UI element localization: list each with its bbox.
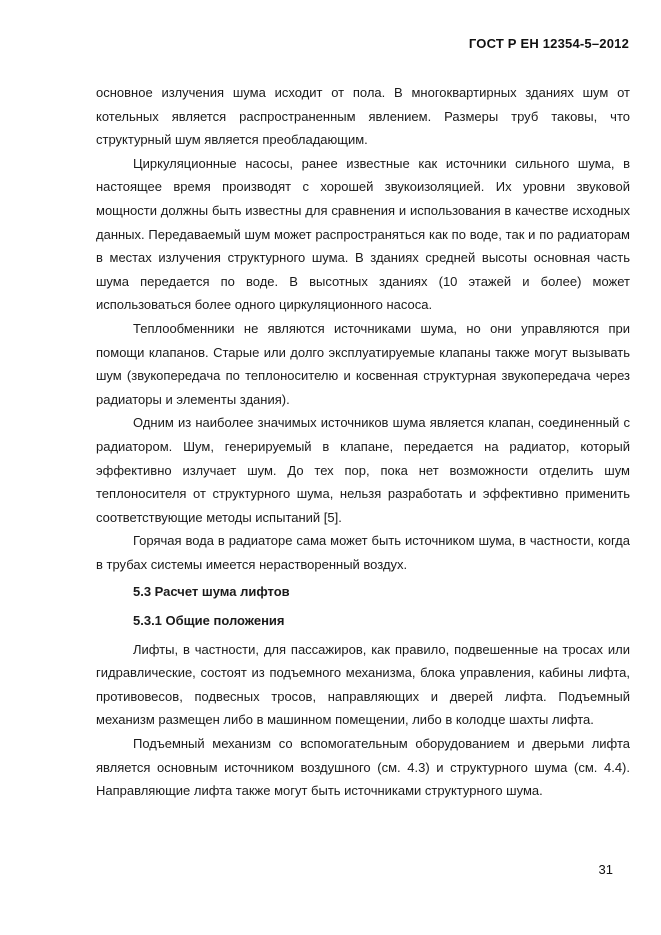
paragraph-lift-mechanism-noise: Подъемный механизм со вспомогательным оборудованием и дверьми лифта является основным источником воздушного (см. 4.3) и структурного шума (см. 4.4). Направляющие лифта также могут быть источниками структурного шума. xyxy=(96,736,630,799)
body-text xyxy=(96,81,630,803)
paragraph-lifts-composition: Лифты, в частности, для пассажиров, как правило, подвешенные на тросах или гидравлические, состоят из подъемного механизма, блока управления, кабины лифта, противовесов, подвесных тросов, направляющих и дверей лифта. Подъемный механизм размещен либо в машинном помещении, либо в колодце шахты лифта. xyxy=(96,641,630,728)
paragraph-boiler-noise: основное излучения шума исходит от пола. В многоквартирных зданиях шум от котельных является распространенным явлением. Размеры труб таковы, что структурный шум является преобладающим. xyxy=(96,85,630,148)
paragraph-radiator-valve: Одним из наиболее значимых источников шума является клапан, соединенный с радиатором. Шум, генерируемый в клапане, передается на радиатор, который эффективно излучает шум. До тех пор, пока нет возможности отделить шум теплоносителя от структурного шума, нельзя разработать и эффективно применить соответствующие методы испытаний [5]. xyxy=(96,415,630,525)
paragraph-heat-exchangers: Теплообменники не являются источниками шума, но они управляются при помощи клапанов. Старые или долго эксплуатируемые клапаны также могут вызывать шум (звукопередача по теплоносителю и косвенная структурная звукопередача через радиаторы и элементы здания). xyxy=(96,320,630,407)
section-heading-5-3: 5.3 Расчет шума лифтов xyxy=(133,584,290,600)
paragraph-circulation-pumps: Циркуляционные насосы, ранее известные как источники сильного шума, в настоящее время производят с хорошей звукоизоляцией. Их уровни звуковой мощности должны быть известны для сравнения и использования в качестве исходных данных. Передаваемый шум может распространяться как по воде, так и по радиаторам в местах излучения структурного шума. В зданиях средней высоты основная часть шума передается по воде. В высотных зданиях (10 этажей и более) может использоваться более одного циркуляционного насоса. xyxy=(96,155,630,313)
page-number: 31 xyxy=(598,862,613,877)
paragraph-hot-water: Горячая вода в радиаторе сама может быть источником шума, в частности, когда в трубах системы имеется нерастворенный воздух. xyxy=(96,533,630,572)
section-heading-5-3-1: 5.3.1 Общие положения xyxy=(133,613,285,629)
standard-code-header: ГОСТ Р ЕН 12354-5–2012 xyxy=(468,36,629,51)
